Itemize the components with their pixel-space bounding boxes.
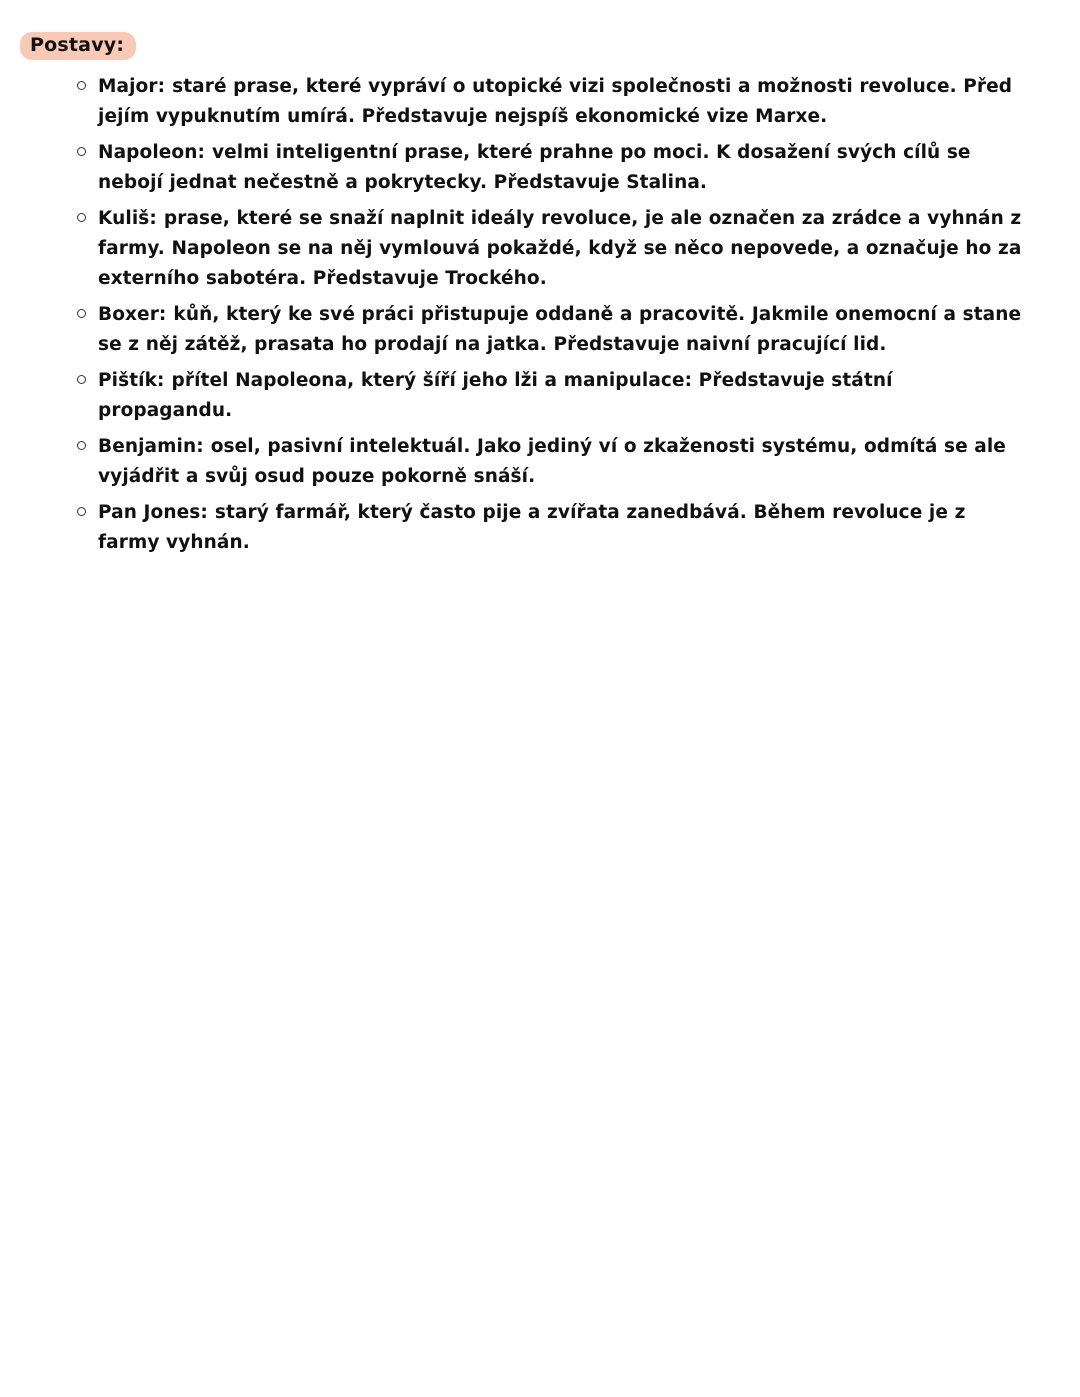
character-name: Boxer:: [98, 304, 167, 325]
circle-bullet-icon: [77, 309, 86, 318]
character-description: velmi inteligentní prase, které prahne po moci. K dosažení svých cílů se nebojí jednat nečestně a pokrytecky. Představuje Stalina.: [98, 142, 971, 193]
character-description: staré prase, které vypráví o utopické vizi společnosti a možnosti revoluce. Před jejím vypuknutím umírá. Představuje nejspíš ekonomické vize Marxe.: [98, 76, 1013, 127]
character-description: starý farmář, který často pije a zvířata zanedbává. Během revoluce je z farmy vyhnán.: [98, 502, 966, 553]
character-description: osel, pasivní intelektuál. Jako jediný ví o zkaženosti systému, odmítá se ale vyjádřit a svůj osud pouze pokorně snáší.: [98, 436, 1006, 487]
list-item: [77, 432, 1029, 492]
character-name: Pištík:: [98, 370, 165, 391]
list-item: [77, 138, 1029, 198]
character-description: přítel Napoleona, který šíří jeho lži a manipulace: Představuje státní propagandu.: [98, 370, 893, 421]
circle-bullet-icon: [77, 507, 86, 516]
circle-bullet-icon: [77, 147, 86, 156]
character-list: [20, 72, 1038, 558]
notes-page: [0, 0, 1080, 558]
character-description: kůň, který ke své práci přistupuje oddaně a pracovitě. Jakmile onemocní a stane se z něj zátěž, prasata ho prodají na jatka. Představuje naivní pracující lid.: [98, 304, 1022, 355]
list-item: [77, 204, 1029, 294]
character-name: Benjamin:: [98, 436, 204, 457]
page-title: Postavy:: [20, 32, 136, 60]
circle-bullet-icon: [77, 375, 86, 384]
character-name: Kuliš:: [98, 208, 157, 229]
circle-bullet-icon: [77, 213, 86, 222]
character-name: Napoleon:: [98, 142, 205, 163]
character-description: prase, které se snaží naplnit ideály revoluce, je ale označen za zrádce a vyhnán z farmy. Napoleon se na něj vymlouvá pokaždé, když se něco nepovede, a označuje ho za externího sabotéra. Představuje Trockého.: [98, 208, 1022, 289]
circle-bullet-icon: [77, 441, 86, 450]
list-item: [77, 300, 1029, 360]
circle-bullet-icon: [77, 81, 86, 90]
character-name: Major:: [98, 76, 166, 97]
list-item: [77, 366, 1029, 426]
list-item: [77, 72, 1029, 132]
character-name: Pan Jones:: [98, 502, 208, 523]
list-item: [77, 498, 1029, 558]
